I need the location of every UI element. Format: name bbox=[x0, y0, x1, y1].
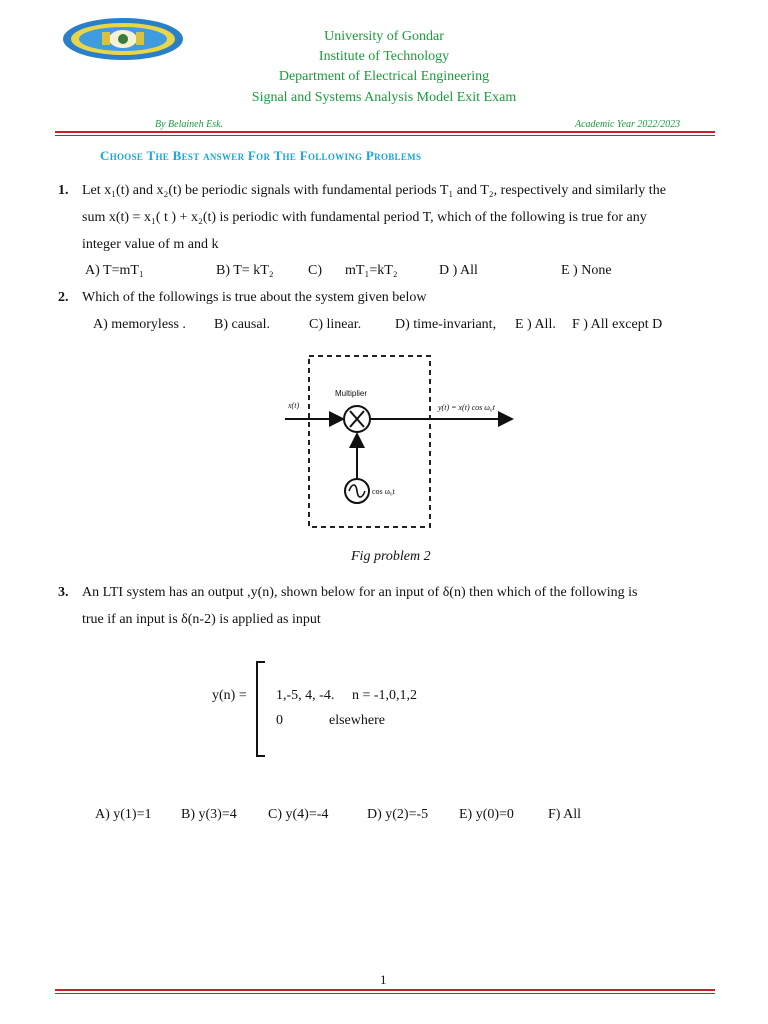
q3-line1: An LTI system has an output ,y(n), shown below for an input of δ(n) then which of the following is bbox=[82, 585, 638, 600]
label-output: y(t) = x(t) cos ω₀t bbox=[438, 403, 495, 412]
q3-line2: true if an input is δ(n-2) is applied as input bbox=[82, 612, 321, 627]
author: By Belaineh Esk. bbox=[155, 119, 224, 130]
header-university: University of Gondar bbox=[324, 29, 444, 44]
header-exam-title: Signal and Systems Analysis Model Exit Exam bbox=[251, 90, 517, 105]
q1-line3: integer value of m and k bbox=[82, 237, 219, 252]
header-institute: Institute of Technology bbox=[318, 49, 450, 64]
q1-option-b: B) T= kT₂ bbox=[216, 263, 274, 278]
q2-option-b: B) causal. bbox=[214, 317, 270, 332]
figure-caption: Fig problem 2 bbox=[351, 549, 431, 564]
q1-option-c: mT₁=kT₂ bbox=[345, 263, 398, 278]
page-number: 1 bbox=[380, 972, 387, 987]
header-divider bbox=[55, 131, 715, 133]
q2-option-e: E ) All. bbox=[515, 317, 556, 332]
footer-divider-thin bbox=[55, 993, 715, 994]
q3-option-b: B) y(3)=4 bbox=[181, 807, 237, 822]
section-title: Choose The Best answer For The Following Problems bbox=[100, 148, 422, 163]
dashed-system-box bbox=[309, 356, 430, 527]
q3-option-e: E) y(0)=0 bbox=[459, 807, 514, 822]
multiplier-block-diagram bbox=[280, 350, 520, 535]
case1-values: 1,-5, 4, -4. bbox=[276, 688, 335, 703]
q2-option-a: A) memoryless . bbox=[93, 317, 186, 332]
piecewise-lhs: y(n) = bbox=[212, 688, 247, 703]
piecewise-brace bbox=[252, 660, 268, 758]
diagram-svg bbox=[280, 350, 520, 535]
q1-option-d: D ) All bbox=[439, 263, 478, 278]
q3-option-f: F) All bbox=[548, 807, 582, 822]
q1-number: 1. bbox=[58, 183, 69, 198]
q1-option-c-label: C) bbox=[308, 263, 322, 278]
header-divider-thin bbox=[55, 135, 715, 136]
q2-option-f: F ) All except D bbox=[572, 317, 663, 332]
q2-number: 2. bbox=[58, 290, 69, 305]
q2-option-c: C) linear. bbox=[309, 317, 362, 332]
academic-year: Academic Year 2022/2023 bbox=[575, 119, 681, 130]
footer-divider bbox=[55, 989, 715, 991]
q2-text: Which of the followings is true about the system given below bbox=[82, 290, 427, 305]
q3-option-c: C) y(4)=-4 bbox=[268, 807, 329, 822]
q1-line2: sum x(t) = x₁( t ) + x₂(t) is periodic with fundamental period T, which of the following is true for any bbox=[82, 210, 647, 225]
label-cos: cos ω₀t bbox=[372, 487, 395, 496]
case2-condition: elsewhere bbox=[329, 713, 385, 728]
q1-option-e: E ) None bbox=[561, 263, 612, 278]
q3-option-a: A) y(1)=1 bbox=[95, 807, 152, 822]
label-input: x(t) bbox=[288, 401, 300, 410]
q3-option-d: D) y(2)=-5 bbox=[367, 807, 429, 822]
q3-number: 3. bbox=[58, 585, 69, 600]
label-multiplier: Multiplier bbox=[335, 389, 368, 398]
q2-option-d: D) time-invariant, bbox=[395, 317, 497, 332]
case1-condition: n = -1,0,1,2 bbox=[352, 688, 418, 703]
q1-option-a: A) T=mT₁ bbox=[85, 263, 144, 278]
case2-value: 0 bbox=[276, 713, 283, 728]
q1-line1: Let x₁(t) and x₂(t) be periodic signals with fundamental periods T₁ and T₂, respectively and similarly the bbox=[82, 183, 666, 198]
header-department: Department of Electrical Engineering bbox=[278, 69, 490, 84]
